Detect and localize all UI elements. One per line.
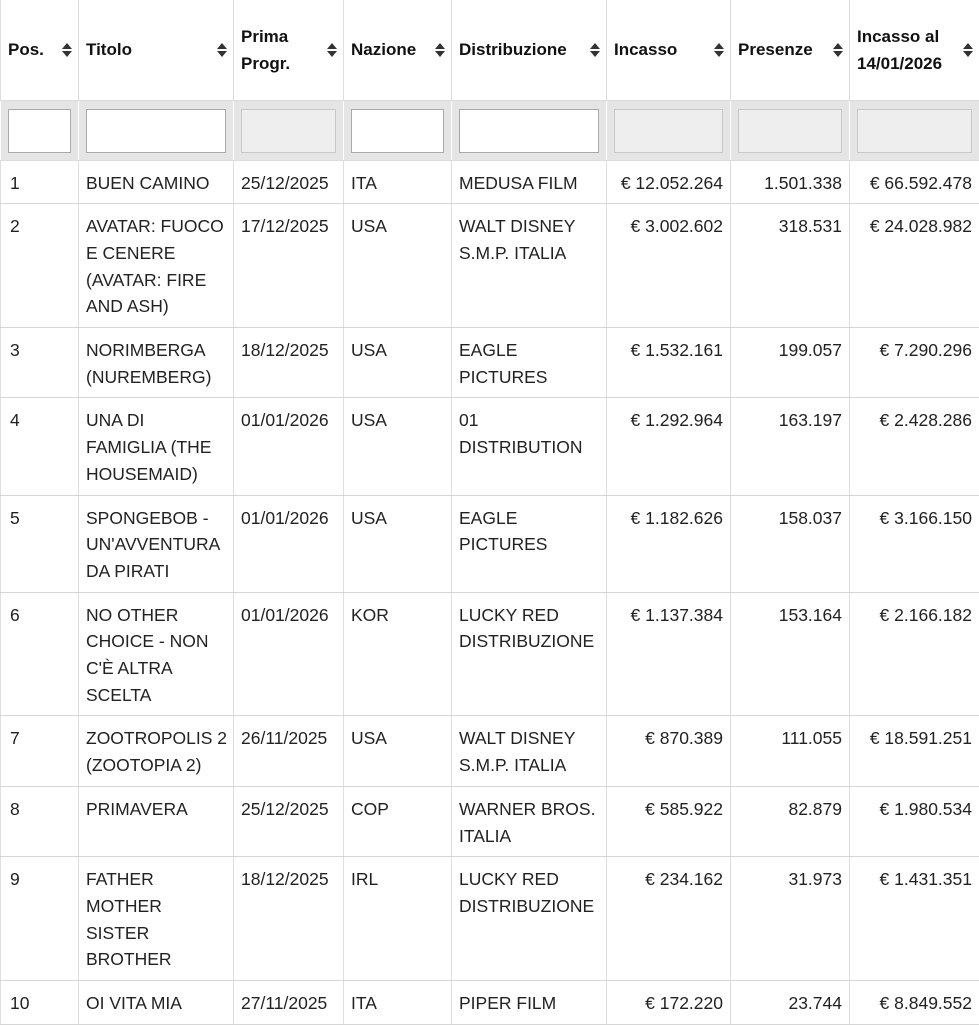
cell-prima-progr: 01/01/2026	[234, 398, 344, 495]
cell-nazione: ITA	[344, 160, 452, 204]
table-row	[1, 592, 979, 716]
cell-titolo: BUEN CAMINO	[79, 160, 234, 204]
cell-prima-progr: 27/11/2025	[234, 981, 344, 1025]
cell-titolo: NORIMBERGA (NUREMBERG)	[79, 328, 234, 398]
table-row	[1, 328, 979, 398]
filter-input-pos[interactable]	[8, 109, 71, 153]
cell-pos: 5	[1, 495, 79, 592]
cell-distribuzione: 01 DISTRIBUTION	[452, 398, 607, 495]
cell-pos: 4	[1, 398, 79, 495]
cell-distribuzione: EAGLE PICTURES	[452, 495, 607, 592]
cell-pos: 1	[1, 160, 79, 204]
cell-presenze: 82.879	[731, 786, 850, 856]
filter-input-titolo[interactable]	[86, 109, 226, 153]
cell-titolo: PRIMAVERA	[79, 786, 234, 856]
cell-distribuzione: LUCKY RED DISTRIBUZIONE	[452, 857, 607, 981]
cell-prima-progr: 25/12/2025	[234, 786, 344, 856]
cell-incasso-totale: € 2.166.182	[850, 592, 979, 716]
table-row	[1, 160, 979, 204]
table-row	[1, 495, 979, 592]
cell-incasso: € 3.002.602	[607, 204, 731, 328]
cell-prima-progr: 18/12/2025	[234, 328, 344, 398]
cell-distribuzione: WALT DISNEY S.M.P. ITALIA	[452, 716, 607, 786]
column-header-incasso-totale[interactable]	[850, 0, 979, 100]
cell-incasso: € 585.922	[607, 786, 731, 856]
cell-distribuzione: MEDUSA FILM	[452, 160, 607, 204]
filter-input-incasso	[614, 109, 723, 153]
cell-incasso-totale: € 1.431.351	[850, 857, 979, 981]
sort-icon[interactable]	[435, 43, 445, 57]
sort-icon[interactable]	[833, 43, 843, 57]
filter-cell	[344, 100, 452, 160]
cell-distribuzione: EAGLE PICTURES	[452, 328, 607, 398]
cell-titolo: ZOOTROPOLIS 2 (ZOOTOPIA 2)	[79, 716, 234, 786]
column-header-label: Titolo	[86, 40, 132, 59]
cell-incasso: € 1.532.161	[607, 328, 731, 398]
sort-icon[interactable]	[714, 43, 724, 57]
cell-incasso-totale: € 66.592.478	[850, 160, 979, 204]
cell-incasso-totale: € 1.980.534	[850, 786, 979, 856]
column-header-label: Nazione	[351, 40, 416, 59]
cell-nazione: USA	[344, 398, 452, 495]
column-header-titolo[interactable]	[79, 0, 234, 100]
cell-incasso-totale: € 7.290.296	[850, 328, 979, 398]
cell-incasso: € 1.182.626	[607, 495, 731, 592]
cell-nazione: COP	[344, 786, 452, 856]
cell-incasso: € 234.162	[607, 857, 731, 981]
filter-input-presenze	[738, 109, 842, 153]
table-row	[1, 204, 979, 328]
cell-prima-progr: 26/11/2025	[234, 716, 344, 786]
table-row	[1, 981, 979, 1025]
cell-incasso: € 12.052.264	[607, 160, 731, 204]
cell-prima-progr: 01/01/2026	[234, 592, 344, 716]
sort-icon[interactable]	[62, 43, 72, 57]
cell-pos: 8	[1, 786, 79, 856]
filter-input-nazione[interactable]	[351, 109, 444, 153]
cell-nazione: IRL	[344, 857, 452, 981]
cell-presenze: 199.057	[731, 328, 850, 398]
cell-pos: 7	[1, 716, 79, 786]
sort-icon[interactable]	[963, 43, 973, 57]
column-header-pos[interactable]	[1, 0, 79, 100]
cell-incasso-totale: € 2.428.286	[850, 398, 979, 495]
cell-pos: 6	[1, 592, 79, 716]
sort-icon[interactable]	[590, 43, 600, 57]
table-row	[1, 857, 979, 981]
cell-presenze: 163.197	[731, 398, 850, 495]
filter-input-distribuzione[interactable]	[459, 109, 599, 153]
cell-prima-progr: 25/12/2025	[234, 160, 344, 204]
filter-cell	[79, 100, 234, 160]
cell-incasso: € 1.292.964	[607, 398, 731, 495]
cell-titolo: FATHER MOTHER SISTER BROTHER	[79, 857, 234, 981]
filter-row	[1, 100, 979, 160]
table-body	[1, 160, 979, 1024]
cell-pos: 9	[1, 857, 79, 981]
table-row	[1, 786, 979, 856]
cell-incasso: € 870.389	[607, 716, 731, 786]
cell-nazione: USA	[344, 716, 452, 786]
cell-distribuzione: WARNER BROS. ITALIA	[452, 786, 607, 856]
table-row	[1, 716, 979, 786]
column-header-label: 14/01/2026	[857, 54, 942, 73]
cell-prima-progr: 18/12/2025	[234, 857, 344, 981]
cell-presenze: 318.531	[731, 204, 850, 328]
cell-distribuzione: PIPER FILM	[452, 981, 607, 1025]
cell-incasso: € 172.220	[607, 981, 731, 1025]
cell-presenze: 153.164	[731, 592, 850, 716]
cell-incasso-totale: € 24.028.982	[850, 204, 979, 328]
cell-incasso: € 1.137.384	[607, 592, 731, 716]
cell-prima-progr: 17/12/2025	[234, 204, 344, 328]
cell-pos: 3	[1, 328, 79, 398]
cell-prima-progr: 01/01/2026	[234, 495, 344, 592]
cell-presenze: 31.973	[731, 857, 850, 981]
column-header-label: Incasso	[614, 40, 677, 59]
cell-pos: 2	[1, 204, 79, 328]
sort-icon[interactable]	[327, 43, 337, 57]
filter-cell	[234, 100, 344, 160]
header-row	[1, 0, 979, 100]
column-header-label: Distribuzione	[459, 40, 567, 59]
cell-nazione: USA	[344, 328, 452, 398]
filter-cell	[452, 100, 607, 160]
column-header-incasso[interactable]	[607, 0, 731, 100]
cell-presenze: 23.744	[731, 981, 850, 1025]
cell-presenze: 158.037	[731, 495, 850, 592]
filter-input-prima-progr	[241, 109, 336, 153]
column-header-label: Incasso al	[857, 27, 939, 46]
column-header-presenze[interactable]	[731, 0, 850, 100]
column-header-nazione[interactable]	[344, 0, 452, 100]
cell-incasso-totale: € 18.591.251	[850, 716, 979, 786]
cell-presenze: 1.501.338	[731, 160, 850, 204]
filter-input-incasso-totale	[857, 109, 972, 153]
cell-titolo: UNA DI FAMIGLIA (THE HOUSEMAID)	[79, 398, 234, 495]
table-row	[1, 398, 979, 495]
column-header-prima-progr[interactable]	[234, 0, 344, 100]
cell-presenze: 111.055	[731, 716, 850, 786]
cell-nazione: KOR	[344, 592, 452, 716]
column-header-label: Progr.	[241, 54, 290, 73]
cell-titolo: SPONGEBOB - UN'AVVENTURA DA PIRATI	[79, 495, 234, 592]
cell-incasso-totale: € 3.166.150	[850, 495, 979, 592]
cell-distribuzione: WALT DISNEY S.M.P. ITALIA	[452, 204, 607, 328]
sort-icon[interactable]	[217, 43, 227, 57]
cell-titolo: AVATAR: FUOCO E CENERE (AVATAR: FIRE AND ASH)	[79, 204, 234, 328]
column-header-distribuzione[interactable]	[452, 0, 607, 100]
filter-cell	[850, 100, 979, 160]
cell-incasso-totale: € 8.849.552	[850, 981, 979, 1025]
cell-nazione: USA	[344, 495, 452, 592]
cell-nazione: USA	[344, 204, 452, 328]
cell-distribuzione: LUCKY RED DISTRIBUZIONE	[452, 592, 607, 716]
filter-cell	[731, 100, 850, 160]
filter-cell	[1, 100, 79, 160]
cell-nazione: ITA	[344, 981, 452, 1025]
cell-titolo: NO OTHER CHOICE - NON C'È ALTRA SCELTA	[79, 592, 234, 716]
column-header-label: Pos.	[8, 40, 44, 59]
cell-pos: 10	[1, 981, 79, 1025]
filter-cell	[607, 100, 731, 160]
column-header-label: Presenze	[738, 40, 813, 59]
column-header-label: Prima	[241, 27, 288, 46]
cell-titolo: OI VITA MIA	[79, 981, 234, 1025]
